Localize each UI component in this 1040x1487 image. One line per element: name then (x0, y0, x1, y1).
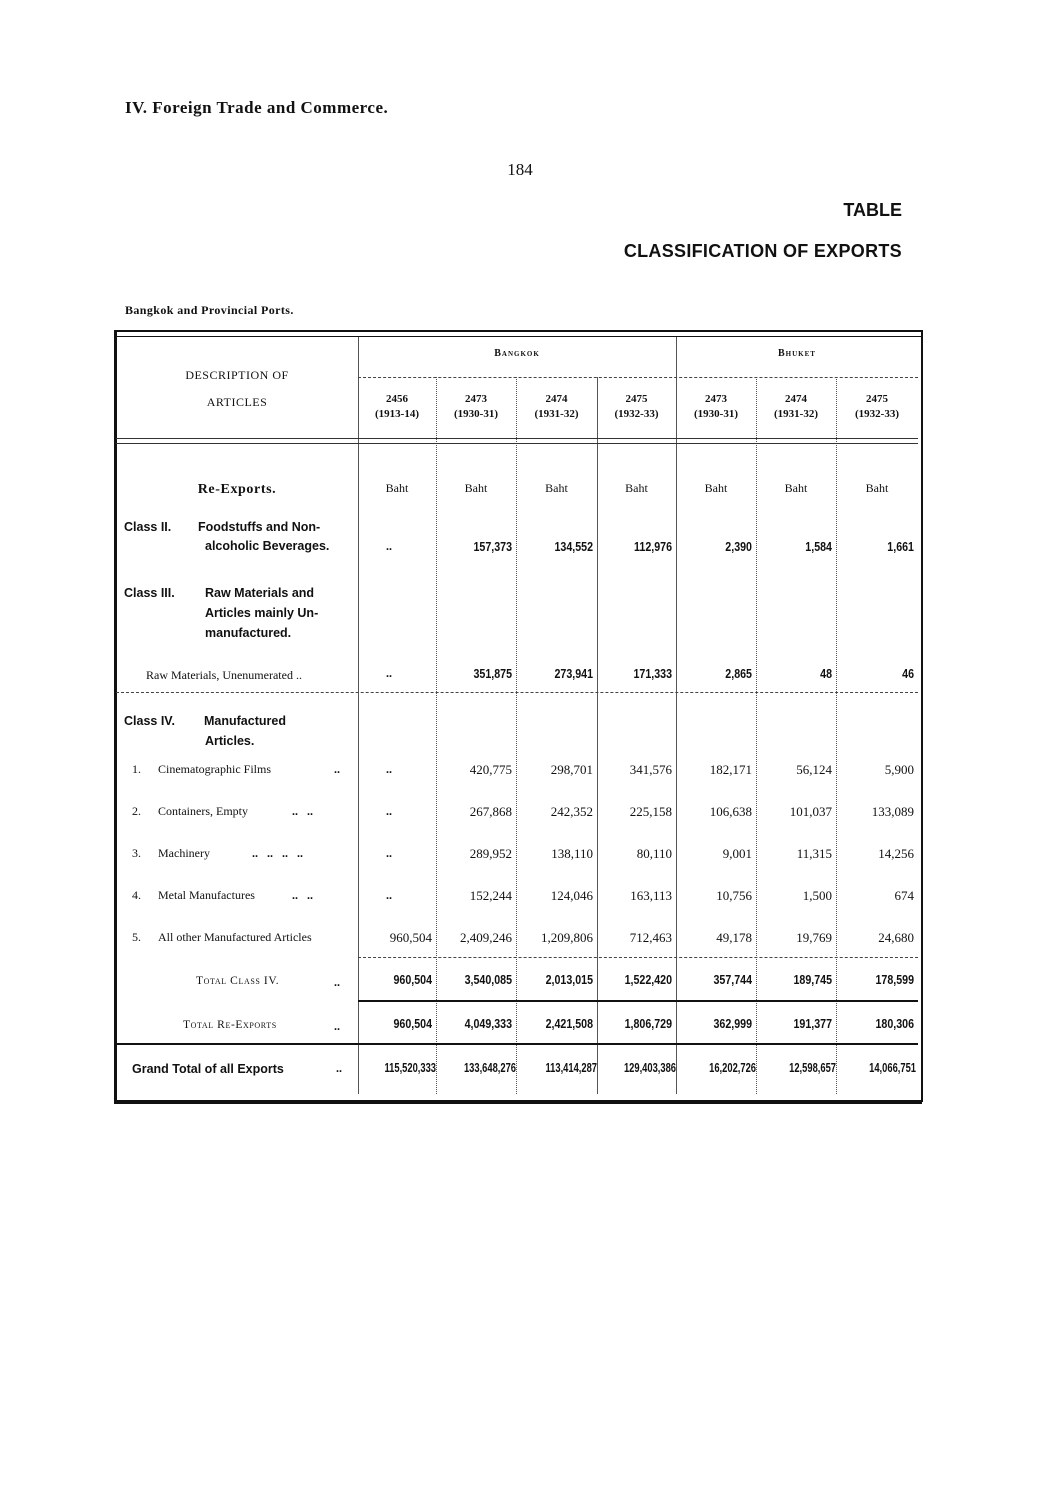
cell-value: 4,049,333 (464, 1016, 512, 1031)
cell-value: 357,744 (713, 972, 752, 987)
column-divider (676, 337, 677, 1094)
leader-dots: .. (334, 1019, 340, 1033)
table-row (116, 928, 918, 950)
cell-value: 182,171 (709, 762, 752, 777)
leader-dots: .. .. (292, 888, 313, 902)
total-rule (358, 1000, 918, 1002)
column-header (756, 392, 836, 422)
cell-value: 106,638 (709, 804, 752, 819)
cell-value: 273,941 (554, 666, 593, 681)
cell-value: 129,403,386 (623, 1060, 676, 1075)
cell-value: 1,522,420 (624, 972, 672, 987)
item-number: 4. (132, 888, 141, 902)
ports-caption: Bangkok and Provincial Ports. (125, 303, 294, 317)
column-year: 2474 (545, 393, 568, 405)
cell-value: 113,414,287 (545, 1060, 597, 1075)
cell-value: 133,648,276 (463, 1060, 516, 1075)
class3-row-label: Raw Materials, Unenumerated .. (146, 668, 302, 682)
class3-title-line2: Articles mainly Un- (205, 606, 319, 620)
cell-value: 2,421,508 (545, 1016, 593, 1031)
cell-value: 267,868 (469, 804, 512, 819)
cell-value: 152,244 (469, 888, 512, 903)
unit-label: Baht (704, 481, 728, 495)
cell-value: 420,775 (469, 762, 512, 777)
cell-value: 19,769 (796, 930, 832, 945)
cell-value: 225,158 (629, 804, 672, 819)
class2-label: Class II. (124, 520, 172, 534)
cell-value: .. (386, 762, 392, 776)
table-row (116, 844, 918, 866)
cell-value: 2,013,015 (545, 972, 593, 987)
cell-value: 712,463 (629, 930, 672, 945)
cell-value: 960,504 (389, 930, 432, 945)
column-year: 2456 (386, 393, 408, 405)
column-header (516, 392, 597, 422)
grand-total-label: Grand Total of all Exports (132, 1062, 284, 1076)
cell-value: 960,504 (393, 1016, 432, 1031)
cell-value: 115,520,333 (384, 1060, 436, 1075)
unit-label: Baht (385, 481, 409, 495)
cell-value: 289,952 (469, 846, 512, 861)
total-class4-label: Total Class IV. (196, 975, 280, 987)
cell-value: 157,373 (473, 539, 512, 554)
total-reexports-label: Total Re-Exports (183, 1019, 277, 1031)
cell-value: 5,900 (884, 762, 914, 777)
table-row (116, 886, 918, 908)
item-number: 5. (132, 930, 141, 944)
class4-title-line1: Manufactured (204, 714, 286, 728)
cell-value: 56,124 (796, 762, 832, 777)
cell-value: 1,584 (805, 539, 832, 554)
cell-value: 298,701 (550, 762, 593, 777)
cell-value: 242,352 (550, 804, 593, 819)
cell-value: 1,661 (887, 539, 914, 554)
table-word: TABLE (843, 200, 902, 220)
column-period: (1932-33) (614, 408, 659, 420)
group-header-rule (358, 377, 918, 378)
column-divider (358, 337, 359, 1094)
cell-value: 11,315 (796, 846, 832, 861)
column-header (836, 392, 918, 422)
cell-value: 2,390 (725, 539, 752, 554)
cell-value: 1,209,806 (541, 930, 593, 945)
item-label: Containers, Empty (158, 804, 248, 818)
cell-value: 10,756 (716, 888, 752, 903)
cell-value: 14,256 (878, 846, 914, 861)
grand-total-rule (116, 1043, 918, 1045)
subtotal-rule (358, 957, 918, 958)
cell-value: 124,046 (550, 888, 593, 903)
table-row (116, 760, 918, 782)
cell-value: 180,306 (875, 1016, 914, 1031)
item-number: 2. (132, 804, 141, 818)
reexports-heading: Re-Exports. (197, 482, 277, 497)
unit-label: Baht (865, 481, 889, 495)
cell-value: 178,599 (875, 972, 914, 987)
item-label: Metal Manufactures (158, 888, 255, 902)
class2-title-line2: alcoholic Beverages. (205, 539, 330, 553)
cell-value: 133,089 (871, 804, 914, 819)
unit-label: Baht (784, 481, 808, 495)
item-label: All other Manufactured Articles (158, 930, 312, 944)
unit-label: Baht (545, 481, 568, 495)
description-header-line1: DESCRIPTION OF (185, 368, 289, 382)
unit-label: Baht (625, 481, 648, 495)
class3-label: Class III. (124, 586, 175, 600)
column-header (436, 392, 516, 422)
cell-value: 46 (902, 666, 914, 681)
table-top-rule (114, 336, 922, 337)
header-rule (116, 443, 918, 444)
column-period: (1930-31) (454, 408, 498, 420)
cell-value: 12,598,657 (789, 1060, 836, 1075)
page-number: 184 (507, 160, 533, 179)
class3-title-line1: Raw Materials and (205, 586, 315, 600)
column-period: (1930-31) (694, 408, 738, 420)
leader-dots: .. .. (292, 804, 313, 818)
column-header (597, 392, 676, 422)
column-year: 2473 (465, 393, 487, 405)
cell-value: 960,504 (393, 972, 432, 987)
leader-dots: .. (336, 1061, 342, 1075)
cell-value: .. (386, 888, 392, 902)
cell-value: 138,110 (551, 846, 593, 861)
cell-value: 171,333 (633, 666, 672, 681)
cell-value: 341,576 (629, 762, 672, 777)
cell-value: 134,552 (554, 539, 593, 554)
cell-value: 49,178 (716, 930, 752, 945)
column-period: (1913-14) (375, 408, 419, 420)
column-header (358, 392, 436, 422)
cell-value: 362,999 (713, 1016, 752, 1031)
cell-value: 24,680 (878, 930, 914, 945)
cell-value: 2,409,246 (460, 930, 512, 945)
cell-value: .. (386, 804, 392, 818)
cell-value: 101,037 (789, 804, 832, 819)
cell-value: 191,377 (793, 1016, 832, 1031)
class-divider-rule (116, 692, 918, 693)
column-year: 2473 (705, 393, 727, 405)
column-period: (1931-32) (774, 408, 818, 420)
column-header (676, 392, 756, 422)
item-number: 3. (132, 846, 141, 860)
group-header-bangkok: Bangkok (494, 348, 540, 359)
table-bottom-rule (114, 1102, 922, 1104)
cell-value: 9,001 (722, 846, 752, 861)
column-period: (1932-33) (855, 408, 899, 420)
cell-value: .. (386, 539, 392, 553)
header-rule (116, 438, 918, 439)
cell-value: 48 (820, 666, 832, 681)
column-period: (1931-32) (534, 408, 579, 420)
cell-value: 351,875 (473, 666, 512, 681)
column-year: 2474 (785, 393, 807, 405)
leader-dots: .. (334, 762, 340, 776)
unit-label: Baht (464, 481, 488, 495)
cell-value: 16,202,726 (709, 1060, 756, 1075)
item-label: Cinematographic Films (158, 762, 271, 776)
class4-title-line2: Articles. (205, 734, 255, 748)
cell-value: .. (386, 846, 392, 860)
table-title: CLASSIFICATION OF EXPORTS (623, 241, 902, 261)
cell-value: 2,865 (725, 666, 752, 681)
cell-value: 163,113 (630, 888, 672, 903)
cell-value: 3,540,085 (464, 972, 512, 987)
cell-value: .. (386, 666, 392, 680)
cell-value: 112,976 (634, 539, 672, 554)
leader-dots: .. (334, 975, 340, 989)
cell-value: 1,806,729 (624, 1016, 672, 1031)
class2-title-line1: Foodstuffs and Non- (198, 520, 321, 534)
cell-value: 1,500 (802, 888, 832, 903)
cell-value: 80,110 (636, 846, 672, 861)
cell-value: 14,066,751 (869, 1060, 916, 1075)
description-header-line2: ARTICLES (206, 395, 268, 409)
cell-value: 674 (894, 888, 914, 903)
group-header-bhuket: Bhuket (778, 348, 816, 359)
item-label: Machinery (158, 846, 210, 860)
item-number: 1. (132, 762, 141, 776)
section-title: IV. Foreign Trade and Commerce. (125, 98, 389, 117)
column-year: 2475 (625, 393, 648, 405)
column-year: 2475 (866, 393, 888, 405)
cell-value: 189,745 (793, 972, 832, 987)
table-row (116, 802, 918, 824)
class4-label: Class IV. (124, 714, 175, 728)
class3-title-line3: manufactured. (205, 626, 292, 640)
leader-dots: .. .. .. .. (252, 846, 303, 860)
